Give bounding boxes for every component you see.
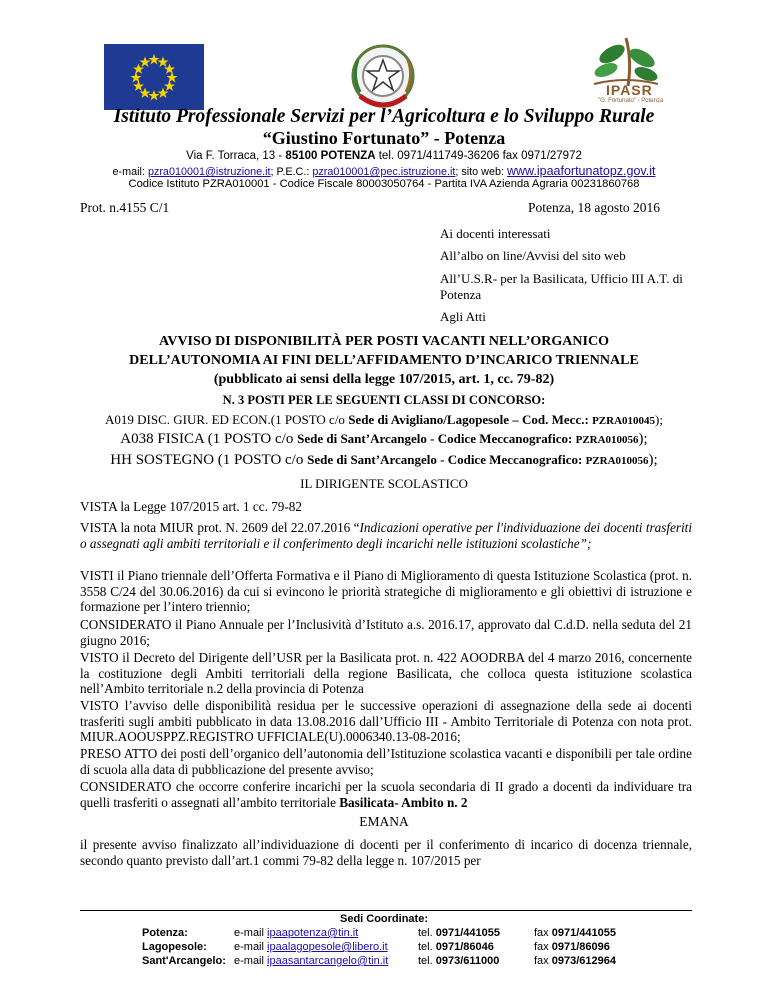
notice-title-line3: (pubblicato ai sensi della legge 107/2015, art. 1, cc. 79-82) <box>213 372 555 387</box>
institute-email-link[interactable]: pzra010001@istruzione.it <box>147 166 271 178</box>
vista-paragraph: VISTA la Legge 107/2015 art. 1 cc. 79-82 <box>80 499 302 514</box>
notice-title-line2: DELL’AUTONOMIA AI FINI DELL’AFFIDAMENTO D’INCARICO TRIENNALE <box>129 353 639 368</box>
institute-subname: “Giustino Fortunato” - Potenza <box>262 128 506 148</box>
footer-email-link[interactable]: ipaasantarcangelo@tin.it <box>267 955 389 967</box>
eu-flag-icon <box>104 44 204 110</box>
italian-republic-emblem-icon <box>346 40 420 114</box>
address-street: Via F. Torraca, 13 - <box>186 150 286 162</box>
visto-paragraph: VISTO il Decreto del Dirigente dell’USR per la Basilicata prot. n. 422 AOODRBA del 4 marzo 2016, concernente la costituzione degli Ambiti territoriali della regione Basilicata, che colloca questa istituzione scolastica nell’Ambito territoriale n.2 della provincia di Potenza <box>80 650 692 696</box>
class-line: A019 DISC. GIUR. ED ECON.(1 POSTO c/o Sede di Avigliano/Lagopesole – Cod. Mecc.: PZRA010045); <box>105 412 663 427</box>
recipient: Ai docenti interessati <box>440 226 551 241</box>
footer-row: Potenza: e-mail ipaapotenza@tin.it tel. 0971/441055 fax 0971/441055 <box>142 927 616 939</box>
emana-heading: EMANA <box>359 814 409 829</box>
address-city: 85100 POTENZA <box>285 150 376 162</box>
vista-paragraph: VISTA la nota MIUR prot. N. 2609 del 22.07.2016 “Indicazioni operative per l'individuazione dei docenti trasferiti o assegnati agli ambiti territoriali e il conferimento degli incarichi nelle istituzioni scolastiche”; <box>80 520 692 551</box>
recipient: All’albo on line/Avvisi del sito web <box>440 248 626 263</box>
preso-atto-paragraph: PRESO ATTO dei posti dell’organico dell’autonomia dell’Istituzione scolastica vacanti e disponibili per tale ordine di scuola alla data di pubblicazione del presente avviso; <box>80 746 692 777</box>
ipasr-logo-icon <box>584 30 668 112</box>
class-line: A038 FISICA (1 POSTO c/o Sede di Sant’Arcangelo - Codice Meccanografico: PZRA010056); <box>120 431 648 447</box>
protocol-number: Prot. n.4155 C/1 <box>80 200 170 215</box>
footer-divider <box>80 910 692 911</box>
footer-row: Lagopesole: e-mail ipaalagopesole@libero.it tel. 0971/86046 fax 0971/86096 <box>142 941 610 953</box>
footer-email-link[interactable]: ipaapotenza@tin.it <box>267 927 359 939</box>
notice-title-line4: N. 3 POSTI PER LE SEGUENTI CLASSI DI CONCORSO: <box>222 393 546 407</box>
considerato-paragraph: CONSIDERATO il Piano Annuale per l’Inclusività d’Istituto a.s. 2016.17, approvato dal C.d.D. nella seduta del 21 giugno 2016; <box>80 617 692 648</box>
considerato-paragraph: CONSIDERATO che occorre conferire incarichi per la scuola secondaria di II grado a docenti da individuare tra quelli trasferiti o assegnati all’ambito territoriale Basilicata- Ambito n. 2 <box>80 779 692 810</box>
institute-name: Istituto Professionale Servizi per l’Agricoltura e lo Sviluppo Rurale <box>113 106 655 127</box>
address-line <box>0 150 768 162</box>
footer-email-link[interactable]: ipaalagopesole@libero.it <box>267 941 388 953</box>
signer-heading: IL DIRIGENTE SCOLASTICO <box>300 476 468 491</box>
institute-codes: Codice Istituto PZRA010001 - Codice Fiscale 80003050764 - Partita IVA Azienda Agraria 00231860768 <box>128 178 640 190</box>
address-phone: tel. 0971/411749-36206 fax 0971/27972 <box>375 150 582 162</box>
institute-pec-link[interactable]: pzra010001@pec.istruzione.it <box>312 166 456 178</box>
recipient: All’U.S.R- per la Basilicata, Ufficio III A.T. di Potenza <box>440 271 683 302</box>
site-label: ; sito web: <box>455 166 507 178</box>
class-line: HH SOSTEGNO (1 POSTO c/o Sede di Sant’Arcangelo - Codice Meccanografico: PZRA010056); <box>110 452 658 468</box>
visti-paragraph: VISTI il Piano triennale dell’Offerta Formativa e il Piano di Miglioramento di questa Istituzione Scolastica (prot. n. 3558 C/24 del 30.06.2016) da cui si evincono le priorità strategiche di miglioramento e gli obiettivi di istruzione e formazione per l’intero triennio; <box>80 568 692 614</box>
pec-label: ; P.E.C.: <box>270 166 313 178</box>
visto-paragraph: VISTO l’avviso delle disponibilità residua per le successive operazioni di assegnazione della sede ai docenti trasferiti sugli ambiti pubblicato in data 13.08.2016 dall’Ufficio III - Ambito Territoriale di Potenza con nota prot. MIUR.AOOUSPPZ.REGISTRO UFFICIALE(U).0006340.13-08-2016; <box>80 698 692 744</box>
recipient: Agli Atti <box>440 309 486 324</box>
closing-paragraph: il presente avviso finalizzato all’individuazione di docenti per il conferimento di incarico di docenza triennale, secondo quanto previsto dall’art.1 commi 79-82 della legge n. 107/2015 per <box>80 837 692 868</box>
logo-subtext: "G. Fortunato" - Potenza <box>598 98 664 104</box>
email-label: e-mail: <box>112 166 148 178</box>
logo-text: IPASR <box>606 82 653 98</box>
institute-website-link[interactable]: www.ipaafortunatopz.gov.it <box>506 164 656 178</box>
footer-heading: Sedi Coordinate: <box>339 913 428 925</box>
date-place: Potenza, 18 agosto 2016 <box>528 200 660 215</box>
notice-title-line1: AVVISO DI DISPONIBILITÀ PER POSTI VACANTI NELL’ORGANICO <box>159 334 609 349</box>
footer-row: Sant'Arcangelo: e-mail ipaasantarcangelo@tin.it tel. 0973/611000 fax 0973/612964 <box>142 955 616 967</box>
contact-line <box>0 164 768 178</box>
